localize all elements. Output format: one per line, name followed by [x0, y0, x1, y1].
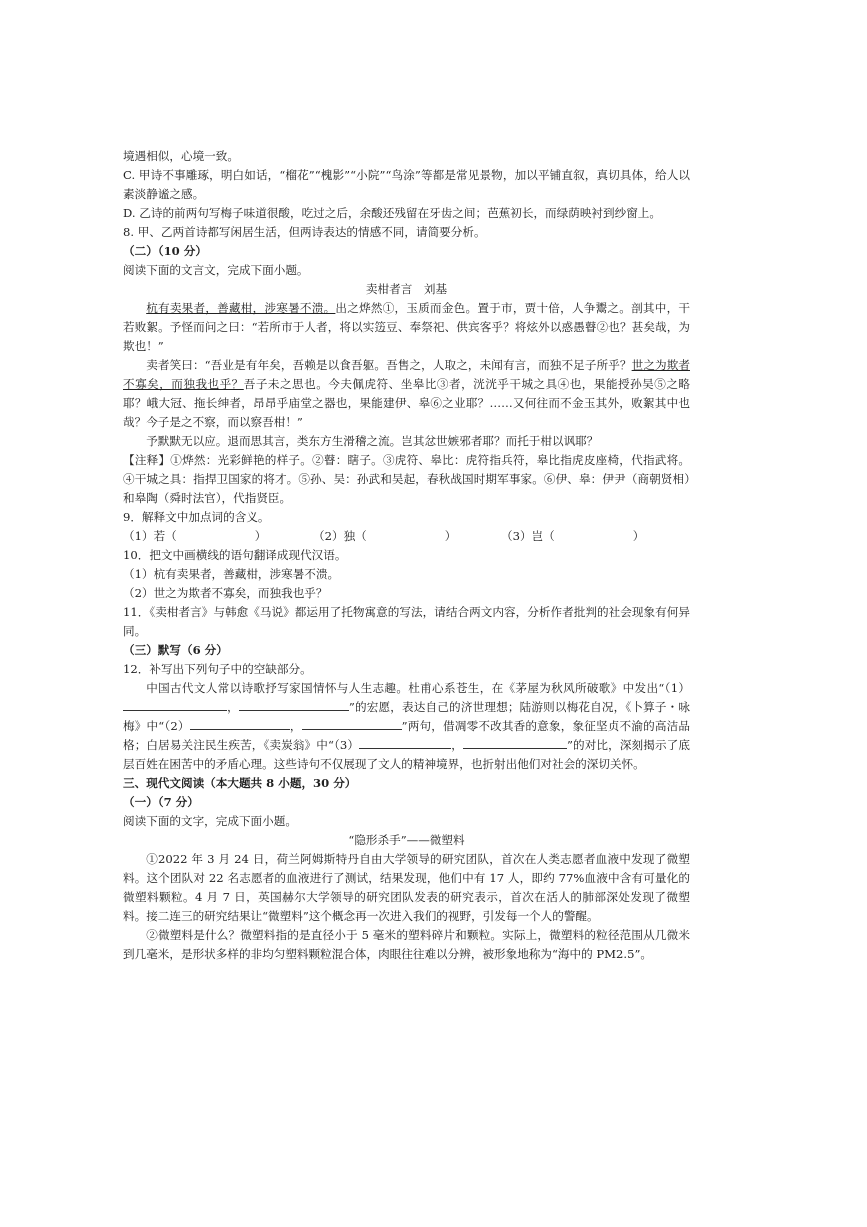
question-9: 9．解释文中加点词的含义。: [123, 510, 270, 524]
fill-blank-2b[interactable]: [302, 717, 402, 730]
fill-blank-3a[interactable]: [359, 736, 451, 749]
section-2-intro: 阅读下面的文言文，完成下面小题。: [123, 263, 309, 277]
annotation-notes: 【注释】①烨然：光彩鲜艳的样子。②瞽：瞎子。③虎符、皋比：虎符指兵符，皋比指虎皮座椅，代指武将。④干城之具：指捍卫国家的将才。⑤孙、吴：孙武和吴起，春秋战国时期军事家。⑥伊、皋：伊尹（商朝贤相）和皋陶（舜时法官），代指贤臣。: [123, 453, 690, 505]
q7-option-c: C. 甲诗不事雕琢，明白如话，“榴花”“槐影”“小院”“鸟涂”等都是常见景物，加以平铺直叙，真切具体，给人以素淡静谧之感。: [123, 168, 690, 201]
q9-option-2: （2）独（ ）: [313, 529, 457, 543]
article-paragraph-1: ①2022 年 3 月 24 日，荷兰阿姆斯特丹自由大学领导的研究团队，首次在人类志愿者血液中发现了微塑料。这个团队对 22 名志愿者的血液进行了测试，结果发现，他们中有 17 人，即约 77%血液中含有可量化的微塑料颗粒。4 月 7 日，英国赫尔大学领导的研究团队发表的研究表示，首次在活人的肺部深处发现了微塑料。接二连三的研究结果让“微塑料”这个概念再一次进入我们的视野，引发每一个人的警醒。: [123, 852, 690, 923]
q7-option-d: D. 乙诗的前两句写梅子味道很酸，吃过之后，余酸还残留在牙齿之间；芭蕉初长，而绿荫映衬到纱窗上。: [123, 206, 661, 220]
passage-p1-rest: 出之烨然①，玉质而金色。置于市，贾十倍，人争鬻之。剖其中，干若败絮。予怪而问之曰：“若所市于人者，将以实笾豆、奉祭祀、供宾客乎？将炫外以惑愚瞽②也？甚矣哉，为欺也！”: [123, 301, 690, 353]
question-10: 10．把文中画横线的语句翻译成现代汉语。: [123, 548, 347, 562]
q7-option-b-tail: 境遇相似，心境一致。: [123, 149, 239, 163]
passage-paragraph-1: [123, 299, 690, 356]
fill-blank-2a[interactable]: [190, 717, 290, 730]
passage-p2-rest: 吾子未之思也。今夫佩虎符、坐皋比③者，洸洸乎干城之具④也，果能授孙吴⑤之略耶？峨大冠、拖长绅者，昂昂乎庙堂之器也，果能建伊、皋⑥之业耶？……又何往而不金玉其外，败絮其中也哉？今子是之不察，而以察吾柑！”: [123, 377, 690, 429]
question-11: 11．《卖柑者言》与韩愈《马说》都运用了托物寓意的写法，请结合两文内容，分析作者批判的社会现象有何异同。: [123, 605, 690, 638]
section-2-heading: （二）（10 分）: [123, 244, 207, 258]
section-3-heading: （三）默写（6 分）: [123, 643, 228, 657]
part-3-subheading: （一）（7 分）: [123, 795, 199, 809]
question-10-1: （1）杭有卖果者，善藏柑，涉寒暑不溃。: [123, 567, 340, 581]
question-12-text: 中国古代文人常以诗歌抒写家国情怀与人生志趣。杜甫心系苍生，在《茅屋为秋风所破歌》中发出“（1）， ”的宏愿，表达自己的济世理想；陆游则以梅花自况，《卜算子・咏梅》中“（2） ， ”两句，借凋零不改其香的意象，象征坚贞不渝的高洁品格；白居易关注民生疾苦，《卖炭翁》中“（3） ， ”的对比，深刻揭示了底层百姓在困苦中的矛盾心理。这些诗句不仅展现了文人的精神境界，也折射出他们对社会的深切关怀。: [123, 681, 690, 771]
passage-paragraph-2: [123, 356, 690, 432]
question-12: 12．补写出下列句子中的空缺部分。: [123, 662, 312, 676]
question-10-2: （2）世之为欺者不寡矣，而独我也乎？: [123, 586, 328, 600]
underlined-sentence-1: 杭有卖果者，善藏柑，涉寒暑不溃。: [146, 301, 336, 315]
question-8: 8. 甲、乙两首诗都写闲居生活，但两诗表达的情感不同，请简要分析。: [123, 225, 486, 239]
q9-option-1: （1）若（ ）: [123, 529, 267, 543]
passage-title: 卖柑者言 刘基: [365, 282, 448, 296]
underlined-sentence-2: 世之为欺者不寡矣，而独我也乎？: [123, 358, 690, 391]
fill-blank-1a[interactable]: [123, 698, 227, 711]
part-3-heading: 三、现代文阅读（本大题共 8 小题，30 分）: [123, 776, 357, 790]
article-title: “隐形杀手”——微塑料: [348, 833, 465, 847]
passage-p2-start: 卖者笑曰：“吾业是有年矣，吾赖是以食吾躯。吾售之，人取之，未闻有言，而独不足子所乎？: [146, 358, 632, 372]
passage-paragraph-3: 予默默无以应。退而思其言，类东方生滑稽之流。岂其忿世嫉邪者耶？而托于柑以讽耶？: [146, 434, 599, 448]
question-9-options: [123, 527, 690, 546]
exam-content: [123, 147, 690, 964]
fill-blank-3b[interactable]: [463, 736, 567, 749]
q9-option-3: （3）岂（ ）: [501, 529, 645, 543]
article-paragraph-2: ②微塑料是什么？微塑料指的是直径小于 5 毫米的塑料碎片和颗粒。实际上，微塑料的粒径范围从几微米到几毫米，是形状多样的非均匀塑料颗粒混合体，肉眼往往难以分辨，被形象地称为“海中的 PM2.5”。: [123, 928, 690, 961]
fill-blank-1b[interactable]: [239, 698, 349, 711]
part-3-intro: 阅读下面的文字，完成下面小题。: [123, 814, 297, 828]
